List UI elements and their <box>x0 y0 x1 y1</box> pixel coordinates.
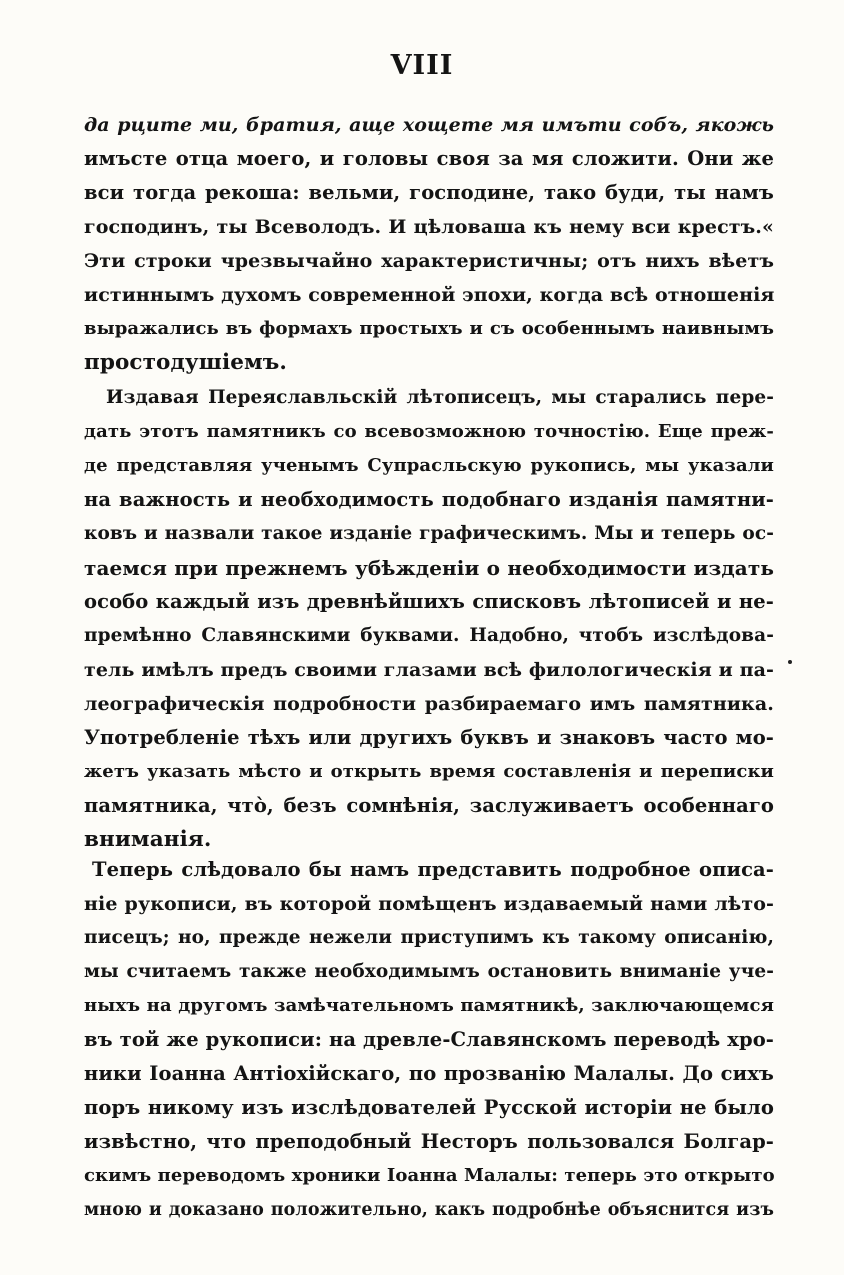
text-line: Употребленіе тѣхъ или другихъ буквъ и знаковъ часто мо- <box>84 726 774 749</box>
text-line: мною и доказано положительно, какъ подробнѣе объяснится изъ <box>84 1200 774 1220</box>
text-line: Издавая Переяславльскій лѣтописецъ, мы старались пере- <box>106 387 774 408</box>
text-line: писецъ; но, прежде нежели приступимъ къ такому описанію, <box>84 927 774 948</box>
text-line: Эти строки чрезвычайно характеристичны; отъ нихъ вѣетъ <box>84 250 774 272</box>
text-line: истиннымъ духомъ современной эпохи, когда всѣ отношенія <box>84 284 775 306</box>
text-line: дать этотъ памятникъ со всевозможною точностію. Еще преж- <box>84 421 774 442</box>
text-line: скимъ переводомъ хроники Іоанна Малалы: теперь это открыто <box>84 1165 775 1186</box>
paragraph-3 <box>84 853 774 1227</box>
text-line: поръ никому изъ изслѣдователей Русской исторіи не было <box>84 1096 774 1119</box>
text-line: господинъ, ты Всеволодъ. И цѣловаша къ нему вси крестъ.« <box>84 216 774 238</box>
text-line: особо каждый изъ древнѣйшихъ списковъ лѣтописей и не- <box>84 590 774 613</box>
margin-dot <box>788 660 792 664</box>
text-line: ковъ и назвали такое изданіе графическимъ. Мы и теперь ос- <box>84 523 774 544</box>
text-line: де представляя ученымъ Супрасльскую рукопись, мы указали <box>84 455 774 476</box>
text-line: выражались въ формахъ простыхъ и съ особеннымъ наивнымъ <box>84 318 774 339</box>
text-line: ніе рукописи, въ которой помѣщенъ издаваемый нами лѣто- <box>84 893 774 915</box>
page-number: VIII <box>390 50 454 81</box>
text-line: памятника, что̀, безъ сомнѣнія, заслуживаетъ особеннаго <box>84 794 774 817</box>
text-line: въ той же рукописи: на древле-Славянскомъ переводѣ хро- <box>84 1028 774 1051</box>
text-line: извѣстно, что преподобный Несторъ пользовался Болгар- <box>84 1130 774 1153</box>
text-line: премѣнно Славянскими буквами. Надобно, чтобъ изслѣдова- <box>84 625 774 646</box>
text-line: вниманія. <box>84 827 212 852</box>
text-line: простодушіемъ. <box>84 350 287 375</box>
text-line: жетъ указать мѣсто и открыть время составленія и переписки <box>84 761 774 782</box>
text-line: тель имѣлъ предъ своими глазами всѣ филологическія и па- <box>84 659 774 681</box>
paragraph-2 <box>84 381 774 857</box>
text-line: мы считаемъ также необходимымъ остановить вниманіе уче- <box>84 961 774 982</box>
text-line: ныхъ на другомъ замѣчательномъ памятникѣ, заключающемся <box>84 995 774 1016</box>
text-line: имъсте отца моего, и головы своя за мя сложити. Они же <box>84 147 774 170</box>
text-line: леографическія подробности разбираемаго имъ памятника. <box>84 693 774 715</box>
text-line: на важность и необходимость подобнаго изданія памятни- <box>84 488 774 511</box>
text-line: да рците ми, братия, аще хощете мя имъти собъ, якожь <box>84 114 774 136</box>
text-line: Теперь слѣдовало бы намъ представить подробное описа- <box>92 858 774 881</box>
text-line: вси тогда рекоша: вельми, господине, тако буди, ты намъ <box>84 181 774 204</box>
text-line: таемся при прежнемъ убѣжденіи о необходимости издать <box>84 556 774 580</box>
text-line: ники Іоанна Антіохійскаго, по прозванію Малалы. До сихъ <box>84 1062 774 1085</box>
paragraph-1 <box>84 108 774 380</box>
